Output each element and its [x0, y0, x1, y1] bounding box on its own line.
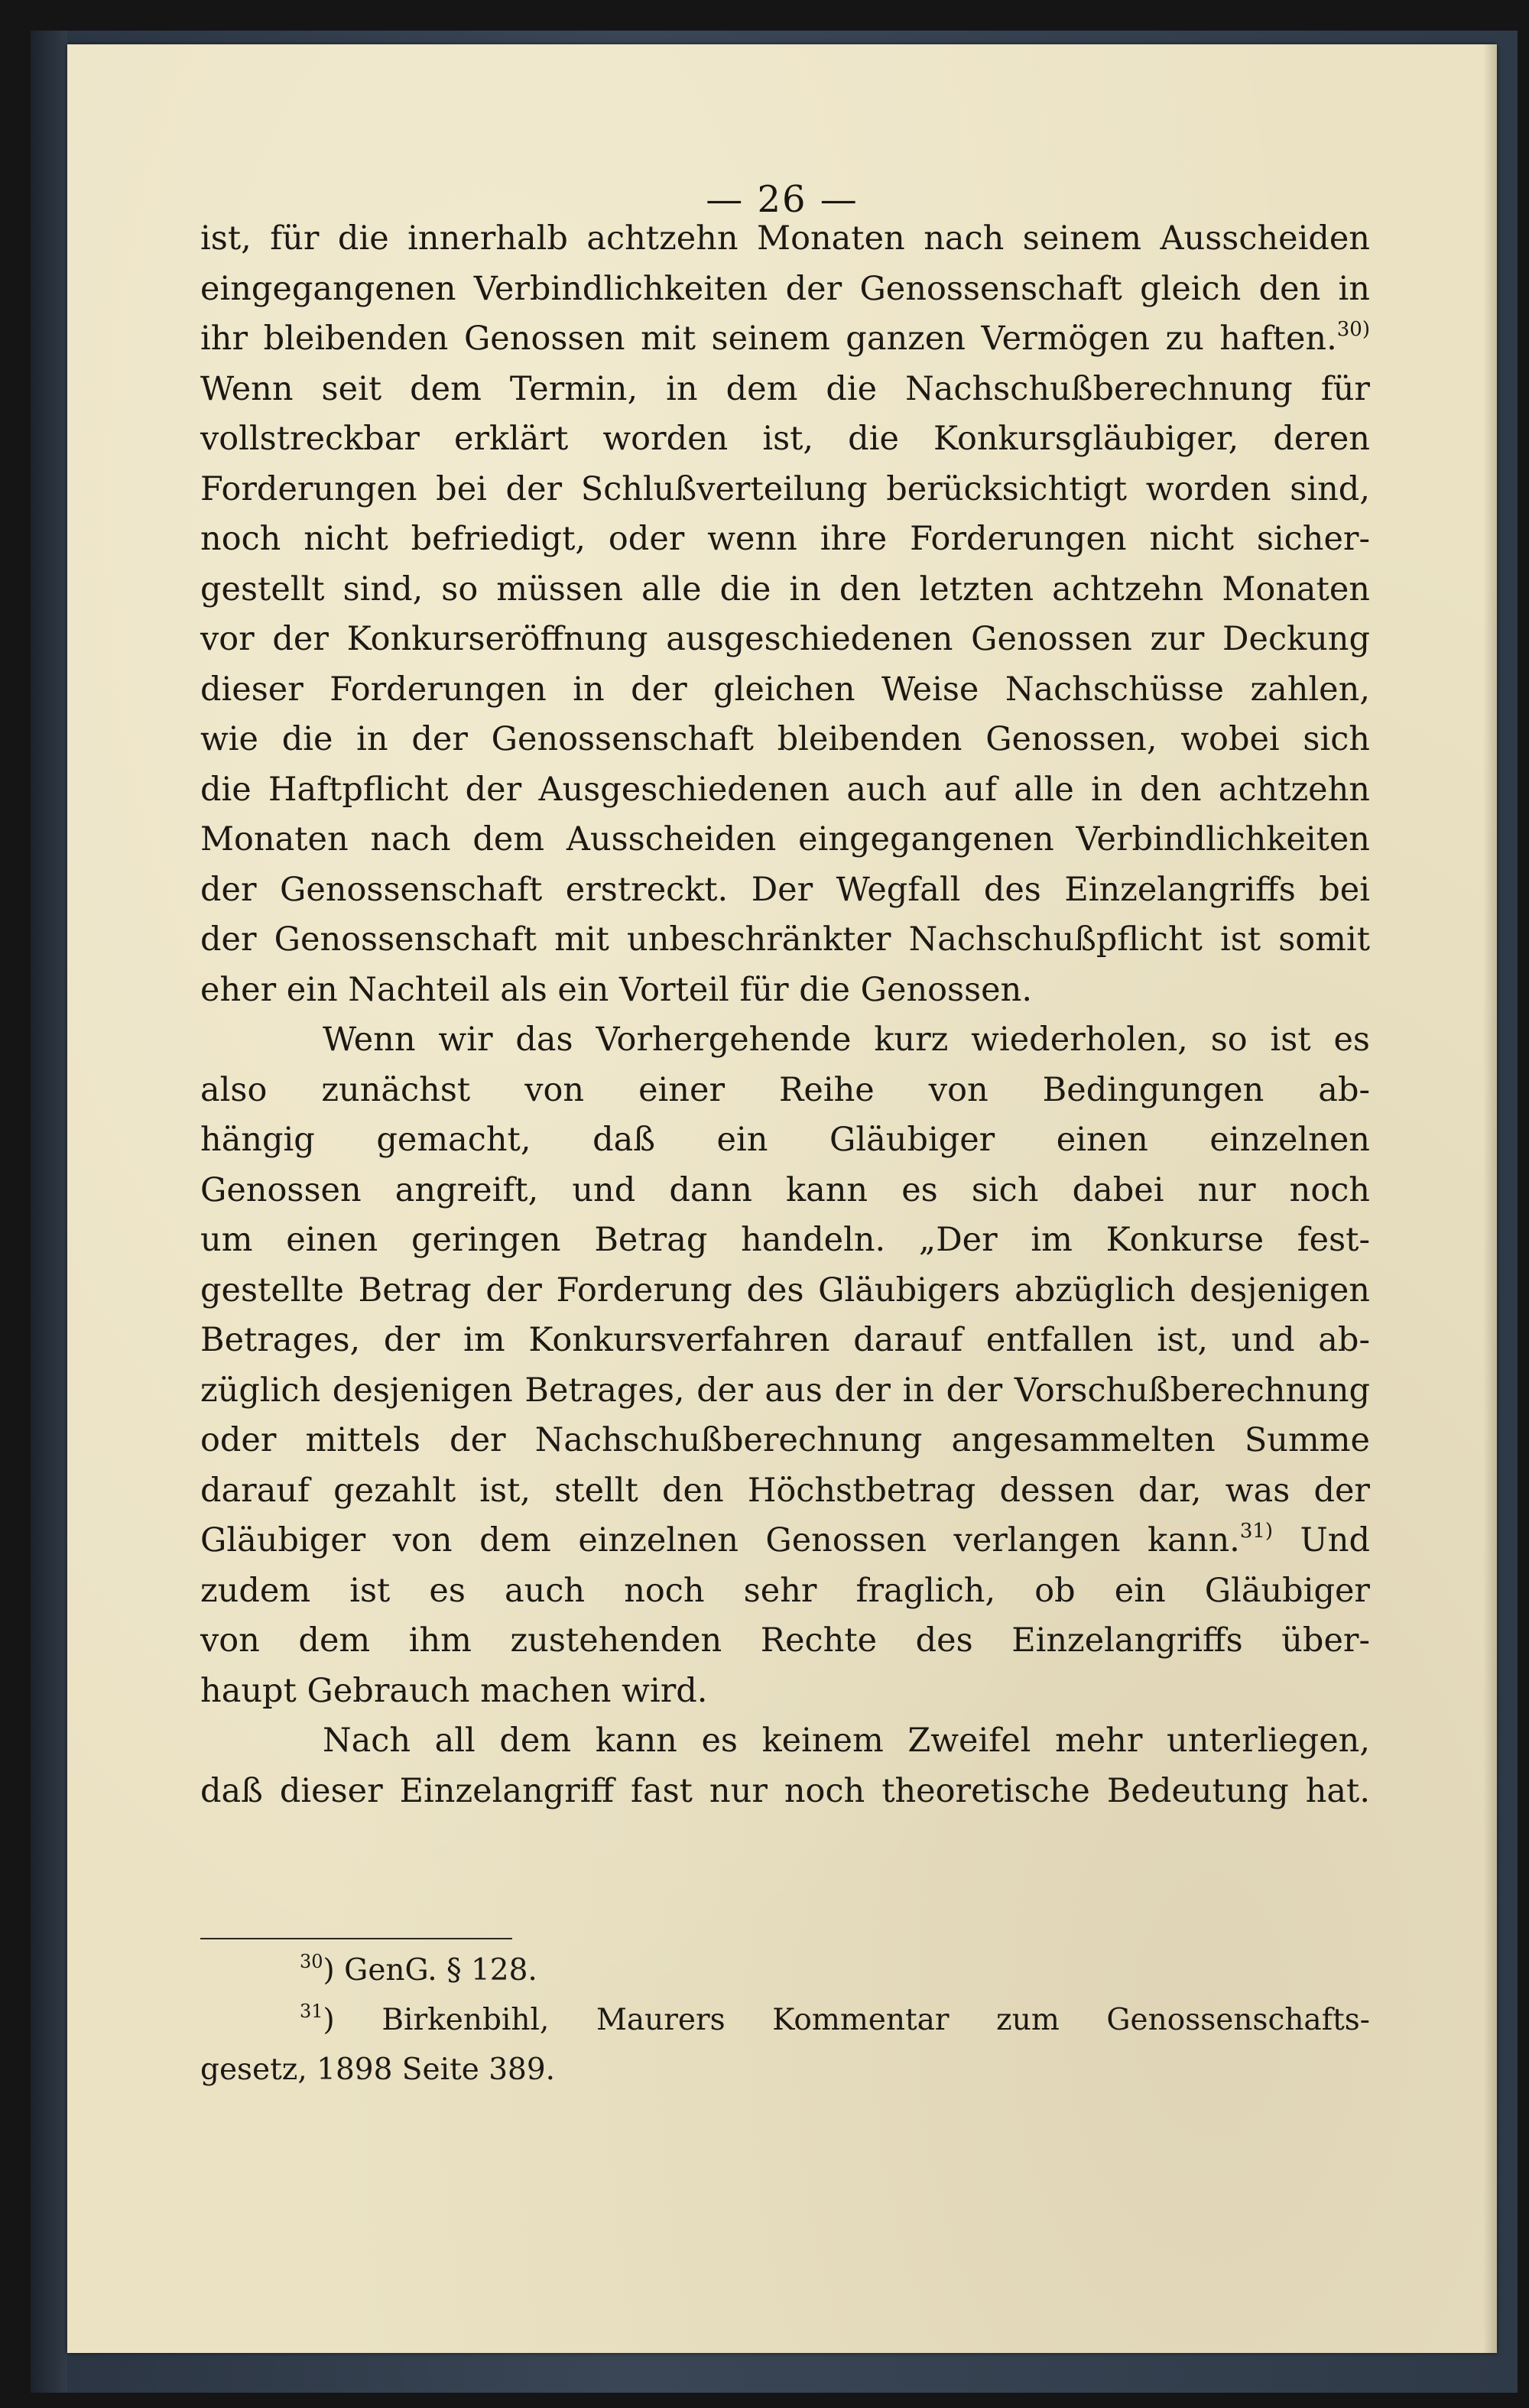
text-line-content: oder mittels der Nachschußberechnung angesammelten Summe	[200, 1421, 1370, 1459]
text-line	[200, 1015, 1370, 1066]
text-line-content: der Genossenschaft mit unbeschränkter Nachschußpflicht ist somit	[200, 920, 1370, 959]
text-line	[200, 1266, 1370, 1316]
text-line	[200, 1566, 1370, 1617]
text-line	[200, 665, 1370, 716]
text-line-content: ist, für die innerhalb achtzehn Monaten nach seinem Ausscheiden	[200, 219, 1370, 258]
text-line-content: haupt Gebrauch machen wird.	[200, 1671, 708, 1710]
footnote-reference: 30)	[1336, 318, 1370, 341]
footnote-line	[200, 1995, 1370, 2045]
text-line-content: um einen geringen Betrag handeln. „Der im Konkurse fest-	[200, 1221, 1370, 1259]
footnote-reference: 31)	[1239, 1520, 1274, 1543]
text-line-content: Wenn seit dem Termin, in dem die Nachschußberechnung für	[200, 369, 1370, 408]
text-line-content: Nach all dem kann es keinem Zweifel mehr unterliegen,	[323, 1722, 1370, 1760]
text-line	[200, 1416, 1370, 1466]
footnote-text: gesetz, 1898 Seite 389.	[200, 2053, 556, 2087]
text-line-content: der Genossenschaft erstreckt. Der Wegfall des Einzelangriffs bei	[200, 870, 1370, 909]
text-line-content: Genossen angreift, und dann kann es sich dabei nur noch	[200, 1170, 1370, 1209]
text-line	[200, 414, 1370, 465]
text-line	[200, 1466, 1370, 1517]
text-line	[200, 765, 1370, 816]
text-line	[200, 1767, 1370, 1817]
text-line	[200, 865, 1370, 916]
footnote-number: 31	[300, 2001, 323, 2022]
text-line	[200, 264, 1370, 315]
text-line-content: daß dieser Einzelangriff fast nur noch theoretische Bedeutung hat.	[200, 1771, 1370, 1810]
text-line	[200, 1716, 1370, 1767]
footnote-line	[200, 1946, 1370, 1995]
text-line	[200, 1166, 1370, 1216]
text-line-content: vollstreckbar erklärt worden ist, die Konkursgläubiger, deren	[200, 420, 1370, 458]
text-line-content: hängig gemacht, daß ein Gläubiger einen einzelnen	[200, 1121, 1370, 1159]
text-line-content: die Haftpflicht der Ausgeschiedenen auch auf alle in den achtzehn	[200, 770, 1370, 809]
text-line	[200, 465, 1370, 515]
text-line-content: eingegangenen Verbindlichkeiten der Genossenschaft gleich den in	[200, 269, 1370, 308]
text-line-continuation: Und	[1273, 1521, 1370, 1559]
text-line-content: wie die in der Genossenschaft bleibenden Genossen, wobei sich	[200, 720, 1370, 758]
text-line	[200, 915, 1370, 965]
text-line-content: Wenn wir das Vorhergehende kurz wiederholen, so ist es	[323, 1021, 1370, 1059]
footnote-text: ) GenG. § 128.	[323, 1953, 537, 1988]
text-line-content: darauf gezahlt ist, stellt den Höchstbetrag dessen dar, was der	[200, 1471, 1370, 1510]
text-line-content: gestellte Betrag der Forderung des Gläubigers abzüglich desjenigen	[200, 1271, 1370, 1309]
text-line-content: Betrages, der im Konkursverfahren darauf entfallen ist, und ab-	[200, 1321, 1370, 1359]
page-number: — 26 —	[706, 178, 859, 221]
text-line	[200, 565, 1370, 615]
text-line	[200, 1366, 1370, 1417]
text-line	[200, 365, 1370, 415]
footnote-line	[200, 2045, 1370, 2095]
text-line-content: von dem ihm zustehenden Rechte des Einzelangriffs über-	[200, 1621, 1370, 1660]
footnote-rule	[200, 1938, 512, 1939]
text-line	[200, 715, 1370, 765]
text-line	[200, 1215, 1370, 1266]
text-line-content: noch nicht befriedigt, oder wenn ihre Forderungen nicht sicher-	[200, 520, 1370, 558]
text-line	[200, 214, 1370, 264]
text-line	[200, 615, 1370, 665]
text-line	[200, 1316, 1370, 1366]
footnote-text: ) Birkenbihl, Maurers Kommentar zum Genossenschafts-	[323, 2003, 1370, 2037]
text-line	[200, 1616, 1370, 1666]
body-text	[200, 214, 1370, 1816]
text-line	[200, 1115, 1370, 1166]
text-line-content: dieser Forderungen in der gleichen Weise Nachschüsse zahlen,	[200, 670, 1370, 709]
text-line-content: Gläubiger von dem einzelnen Genossen verlangen kann.	[200, 1521, 1240, 1559]
text-line-content: Forderungen bei der Schlußverteilung berücksichtigt worden sind,	[200, 469, 1370, 508]
text-line-content: eher ein Nachteil als ein Vorteil für die Genossen.	[200, 970, 1032, 1009]
text-line-content: Monaten nach dem Ausscheiden eingegangenen Verbindlichkeiten	[200, 820, 1370, 858]
text-line-content: gestellt sind, so müssen alle die in den letzten achtzehn Monaten	[200, 570, 1370, 608]
text-line-content: vor der Konkurseröffnung ausgeschiedenen Genossen zur Deckung	[200, 620, 1370, 658]
footnotes	[200, 1946, 1370, 2095]
text-line-content: zudem ist es auch noch sehr fraglich, ob ein Gläubiger	[200, 1571, 1370, 1610]
text-line	[200, 514, 1370, 565]
text-line	[200, 1066, 1370, 1116]
text-line-content: also zunächst von einer Reihe von Bedingungen ab-	[200, 1070, 1370, 1109]
footnote-number: 30	[300, 1951, 323, 1972]
text-line	[200, 815, 1370, 865]
text-line	[200, 1666, 1370, 1717]
book-spine	[31, 31, 67, 2393]
text-line	[200, 314, 1370, 365]
text-line-content: züglich desjenigen Betrages, der aus der in der Vorschußberechnung	[200, 1371, 1370, 1410]
text-line-content: ihr bleibenden Genossen mit seinem ganzen Vermögen zu haften.	[200, 320, 1337, 358]
text-line	[200, 965, 1370, 1016]
text-line	[200, 1516, 1370, 1566]
